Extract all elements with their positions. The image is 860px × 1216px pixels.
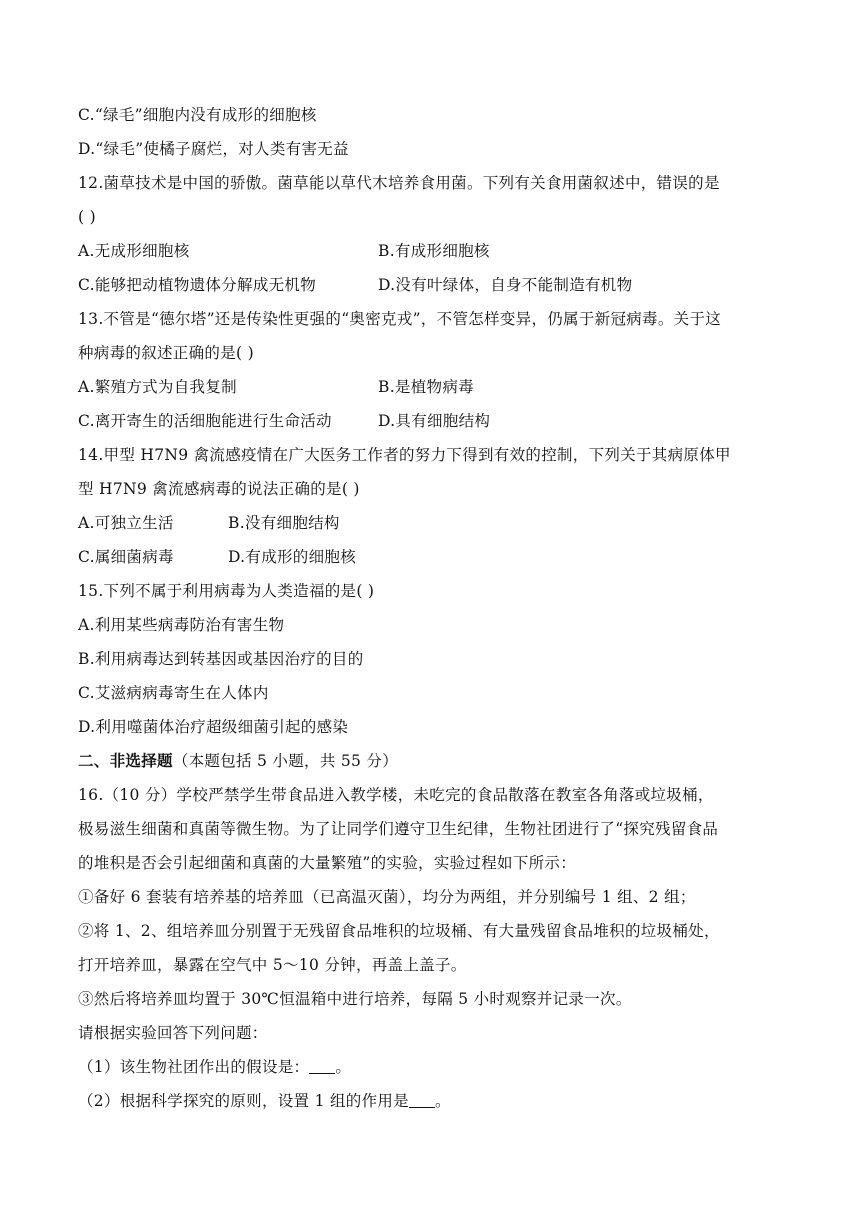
q16-sub1-text: （1）该生物社团作出的假设是： [78, 1058, 310, 1076]
q16-step-3: ③然后将培养皿均置于 30℃恒温箱中进行培养，每隔 5 小时观察并记录一次。 [78, 990, 632, 1008]
q16-text-3: 的堆积是否会引起细菌和真菌的大量繁殖”的实验，实验过程如下所示： [78, 854, 577, 872]
q16-text-2: 极易滋生细菌和真菌等微生物。为了让同学们遵守卫生纪律，生物社团进行了“探究残留食品 [78, 820, 719, 838]
q16-sub1-end: 。 [335, 1058, 352, 1076]
q14-stem-cont: 型 H7N9 禽流感病毒的说法正确的是( ) [78, 480, 360, 498]
q14-options-row2 [78, 540, 788, 574]
q13-option-a: A.繁殖方式为自我复制 [78, 378, 237, 396]
q12-option-c: C.能够把动植物遗体分解成无机物 [78, 276, 317, 294]
section2-note: （本题包括 5 小题，共 55 分） [172, 752, 399, 770]
q16-step-1: ①备好 6 套装有培养基的培养皿（已高温灭菌），均分为两组，并分别编号 1 组、2 组； [78, 888, 696, 906]
q15-option-b: B.利用病毒达到转基因或基因治疗的目的 [78, 650, 364, 668]
q13-option-c: C.离开寄生的活细胞能进行生命活动 [78, 412, 332, 430]
q14-option-a: A.可独立生活 [78, 514, 174, 532]
q15-stem: 15.下列不属于利用病毒为人类造福的是( ) [78, 582, 375, 600]
q14-option-b: B.没有细胞结构 [228, 514, 340, 532]
q15-option-c: C.艾滋病病毒寄生在人体内 [78, 684, 269, 702]
q13-options-row1 [78, 370, 788, 404]
q16-step-2-cont: 打开培养皿，暴露在空气中 5～10 分钟，再盖上盖子。 [78, 956, 467, 974]
q13-options-row2 [78, 404, 788, 438]
q13-stem: 13.不管是“德尔塔”还是传染性更强的“奥密克戎”，不管怎样变异，仍属于新冠病毒。关于这 [78, 310, 722, 328]
q12-options-row2 [78, 268, 788, 302]
q15-option-d: D.利用噬菌体治疗超级细菌引起的感染 [78, 718, 349, 736]
q12-stem-bracket: ( ) [78, 208, 96, 226]
q12-option-b: B.有成形细胞核 [378, 242, 490, 260]
q12-options-row1 [78, 234, 788, 268]
document-page [78, 98, 788, 1118]
q12-option-d: D.没有叶绿体，自身不能制造有机物 [378, 276, 633, 294]
q16-sub-question-2 [78, 1084, 788, 1118]
q14-option-d: D.有成形的细胞核 [228, 548, 357, 566]
q16-question-intro: 请根据实验回答下列问题： [78, 1024, 268, 1042]
q12-option-a: A.无成形细胞核 [78, 242, 190, 260]
q13-option-d: D.具有细胞结构 [378, 412, 491, 430]
q16-sub-question-1 [78, 1050, 788, 1084]
answer-blank [309, 1059, 335, 1074]
q11-option-d: D.“绿毛”使橘子腐烂，对人类有害无益 [78, 140, 349, 158]
q11-option-c: C.“绿毛”细胞内没有成形的细胞核 [78, 106, 317, 124]
q14-stem: 14.甲型 H7N9 禽流感疫情在广大医务工作者的努力下得到有效的控制，下列关于其病原体甲 [78, 446, 731, 464]
q15-option-a: A.利用某些病毒防治有害生物 [78, 616, 285, 634]
q16-text-1: 16.（10 分）学校严禁学生带食品进入教学楼，未吃完的食品散落在教室各角落或垃圾桶， [78, 786, 714, 804]
q13-option-b: B.是植物病毒 [378, 378, 474, 396]
answer-blank [409, 1093, 435, 1108]
q16-sub2-text: （2）根据科学探究的原则，设置 1 组的作用是 [78, 1092, 409, 1110]
q13-stem-cont: 种病毒的叙述正确的是( ) [78, 344, 254, 362]
q14-options-row1 [78, 506, 788, 540]
q12-stem: 12.菌草技术是中国的骄傲。菌草能以草代木培养食用菌。下列有关食用菌叙述中，错误的是 [78, 174, 720, 192]
section2-heading [78, 744, 788, 778]
q14-option-c: C.属细菌病毒 [78, 548, 174, 566]
section2-title: 二、非选择题 [78, 751, 173, 770]
q16-step-2: ②将 1、2、组培养皿分别置于无残留食品堆积的垃圾桶、有大量残留食品堆积的垃圾桶处， [78, 922, 720, 940]
q16-sub2-end: 。 [434, 1092, 451, 1110]
